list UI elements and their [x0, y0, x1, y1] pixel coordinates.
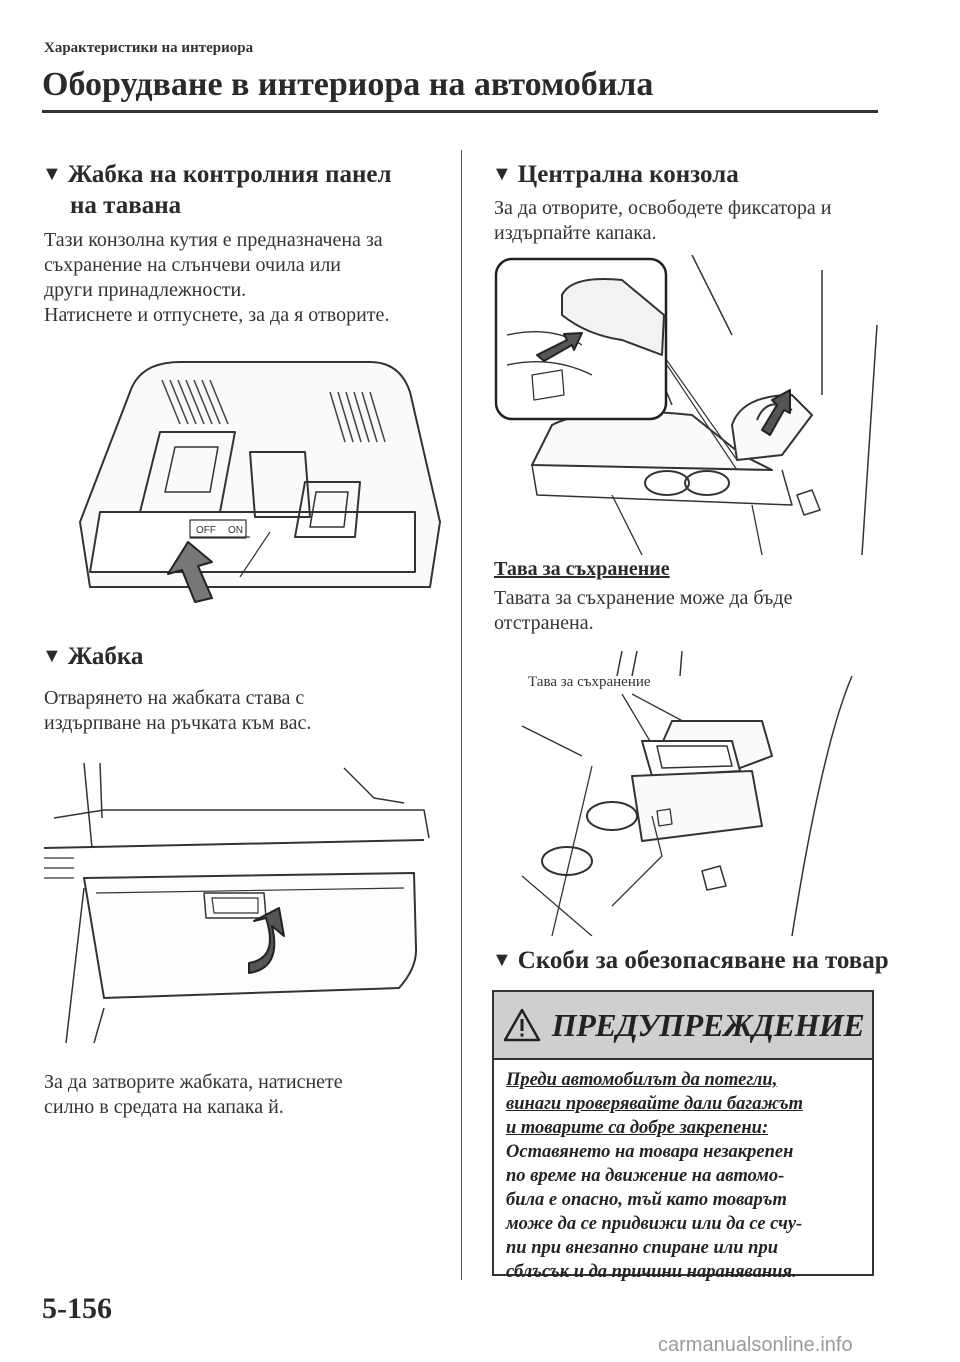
center-console-figure [492, 255, 882, 555]
section-marker-icon: ▼ [492, 949, 512, 971]
warning-text: Преди автомобилът да потегли, винаги проверявайте дали багажът и товарите са добре закрепени: Оставянето на товара незакрепен по време на движение на автомо- била е опасно, тъй като товарът може да се придвижи или да се счу- пи при внезапно спиране или при сблъсък и да причини наранявания. [506, 1070, 803, 1282]
warning-box [492, 990, 874, 1282]
warning-header [494, 992, 872, 1060]
tray-subtitle: Тава за съхранение [494, 558, 670, 580]
tray-text: Тавата за съхранение може да бъде отстранена. [494, 587, 793, 634]
svg-text:OFF: OFF [196, 525, 216, 536]
warning-title: ПРЕДУПРЕЖДЕНИЕ [551, 1006, 865, 1043]
section-marker-icon: ▼ [42, 645, 62, 667]
section-title-overhead-console: ▼ Жабка на контролния панел на тавана [42, 161, 392, 219]
section-title-center-console: ▼ Централна конзола [492, 161, 739, 188]
header-rule [42, 110, 878, 113]
column-divider [461, 150, 462, 1280]
glove-box-close-text: За да затворите жабката, натиснете силно в средата на капака й. [44, 1071, 343, 1118]
center-console-text: За да отворите, освободете фиксатора и издърпайте капака. [494, 197, 832, 244]
section-title-glove-box: ▼ Жабка [42, 643, 144, 670]
overhead-console-figure [70, 352, 450, 612]
glove-box-text: Отварянето на жабката става с издърпване на ръчката към вас. [44, 687, 312, 734]
warning-triangle-icon [502, 1007, 542, 1043]
glove-box-figure [44, 758, 444, 1048]
section-marker-icon: ▼ [492, 163, 512, 185]
page-title: Оборудване в интериора на автомобила [42, 66, 654, 103]
section-title-cargo-hooks: ▼ Скоби за обезопасяване на товар [492, 947, 889, 974]
section-marker-icon: ▼ [42, 163, 62, 185]
watermark: carmanualsonline.info [658, 1334, 853, 1356]
storage-tray-figure [492, 646, 882, 936]
overhead-console-text: Тази конзолна кутия е предназначена за съхранение на слънчеви очила или други принадлежности. Натиснете и отпуснете, за да я отворите. [44, 229, 390, 326]
svg-text:ON: ON [228, 525, 243, 536]
page-number: 5-156 [42, 1292, 112, 1325]
svg-text:Тава за съхранение: Тава за съхранение [528, 674, 651, 690]
section-label: Характеристики на интериора [44, 40, 254, 56]
